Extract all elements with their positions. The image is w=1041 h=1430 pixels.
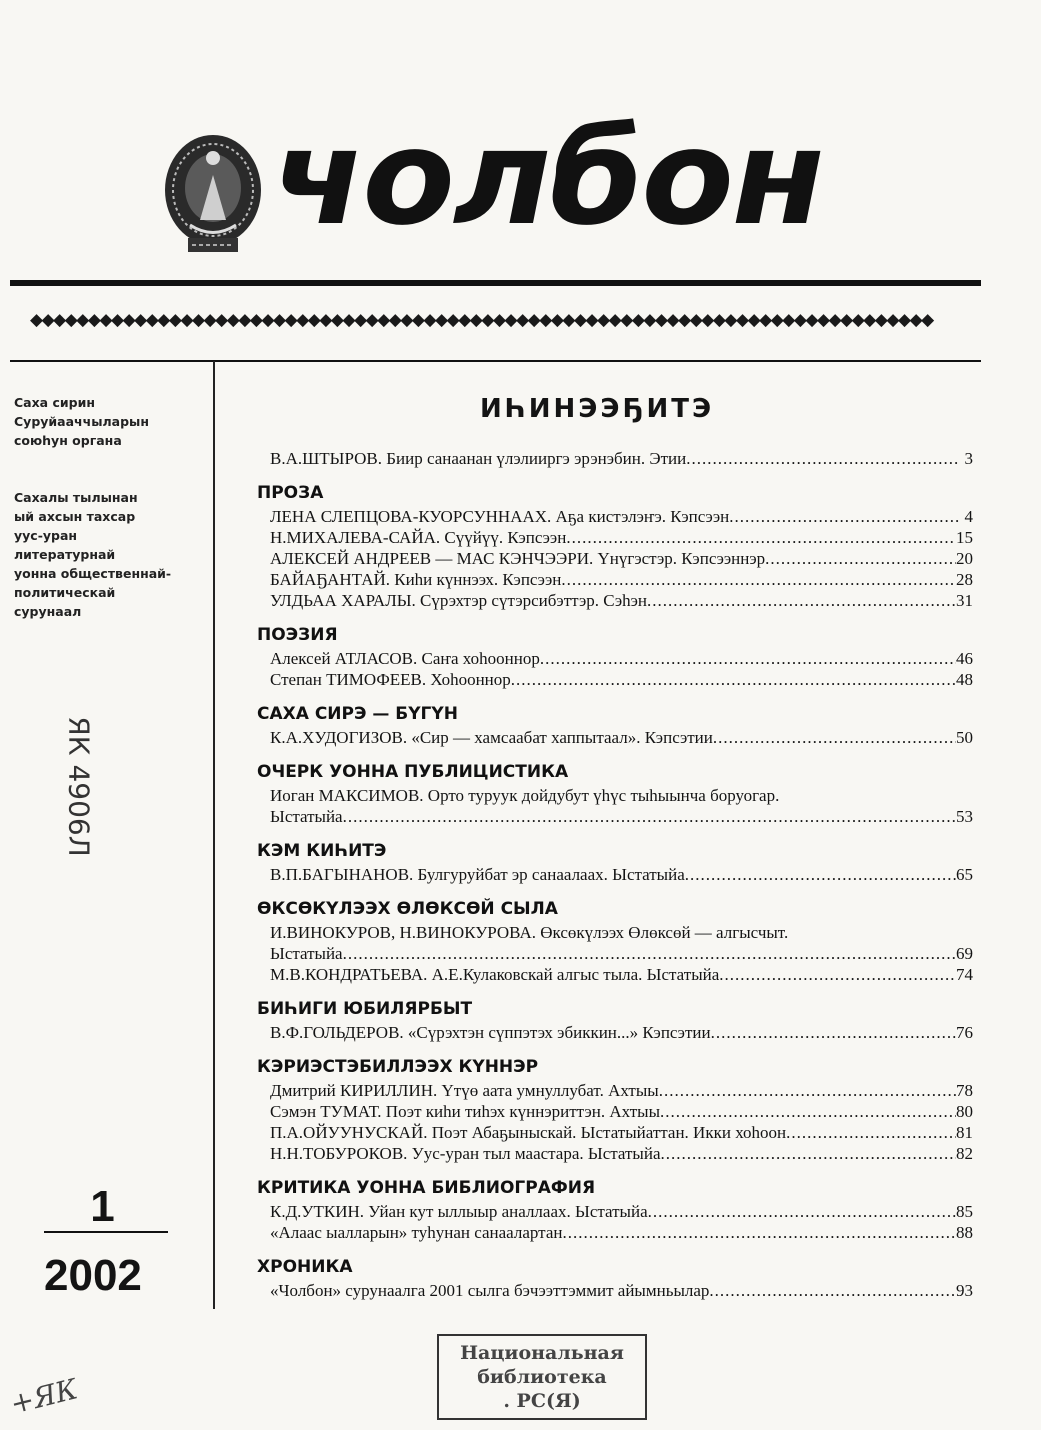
dot-leader	[786, 1122, 956, 1143]
section-title: ӨКСӨКҮЛЭЭХ ӨЛӨКСӨЙ СЫЛА	[257, 899, 558, 919]
section-title: ПРОЗА	[257, 483, 324, 503]
dot-leader	[343, 943, 956, 964]
side-line: Сахалы тылынан	[14, 490, 138, 505]
column-divider	[213, 361, 215, 1309]
dot-leader	[566, 527, 956, 548]
page-number: 69	[956, 944, 973, 963]
toc-entry	[270, 590, 973, 611]
stamp-line: библиотека	[477, 1366, 607, 1388]
masthead-rule	[10, 280, 981, 286]
side-line: уус-уран	[14, 528, 78, 543]
handwritten-call-number: ЯК 4906Л	[62, 716, 96, 857]
toc-entry	[270, 548, 973, 569]
page-number: 31	[956, 591, 973, 610]
toc-entry	[270, 569, 973, 590]
issue-rule	[44, 1231, 168, 1233]
page-number: 76	[956, 1023, 973, 1042]
dot-leader	[709, 1280, 956, 1301]
toc-entry	[270, 1222, 973, 1243]
toc-entry	[270, 448, 973, 469]
soviet-republic-emblem-icon	[160, 130, 266, 258]
page-number: 48	[956, 670, 973, 689]
section-title: КЭРИЭСТЭБИЛЛЭЭХ КҮННЭР	[257, 1057, 539, 1077]
dot-leader	[540, 648, 956, 669]
toc-entry	[270, 648, 973, 669]
section-title: КРИТИКА УОННА БИБЛИОГРАФИЯ	[257, 1178, 596, 1198]
side-line: союһун органа	[14, 433, 122, 448]
page-number: 3	[964, 449, 973, 468]
entry-text: Н.МИХАЛЕВА-САЙА. Сүүйүү. Кэпсээн	[270, 528, 567, 547]
publisher-organ-note	[14, 393, 209, 450]
dot-leader	[661, 1143, 957, 1164]
toc-entry	[270, 1022, 973, 1043]
page-number: 46	[956, 649, 973, 668]
dot-leader	[647, 590, 956, 611]
dot-leader	[561, 569, 956, 590]
entry-text-line: И.ВИНОКУРОВ, Н.ВИНОКУРОВА. Өксөкүлээх Өлөксөй — алгысчыт.	[270, 923, 789, 942]
entry-text: В.П.БАГЫНАНОВ. Булгуруйбат эр санаалаах. Ыстатыйа	[270, 865, 685, 884]
page-number: 53	[956, 807, 973, 826]
entry-text: Алексей АТЛАСОВ. Саҥа хоһооннор	[270, 649, 540, 668]
issue-number: 1	[90, 1182, 115, 1231]
entry-text: ЛЕНА СЛЕПЦОВА-КУОРСУННААХ. Аҕа кистэлэҥэ. Кэпсээн	[270, 507, 730, 526]
entry-text: БАЙАҔАНТАЙ. Киһи күннээх. Кэпсээн	[270, 570, 562, 589]
section-title: КЭМ КИҺИТЭ	[257, 841, 387, 861]
toc-entry	[270, 1280, 973, 1301]
library-stamp	[437, 1334, 647, 1420]
toc-entry	[270, 506, 973, 527]
side-line: сурунаал	[14, 604, 82, 619]
toc-entry	[270, 1101, 973, 1122]
page-number: 82	[956, 1144, 973, 1163]
section-title: ХРОНИКА	[257, 1257, 353, 1277]
page-number: 81	[956, 1123, 973, 1142]
page-number: 80	[956, 1102, 973, 1121]
entry-text: «Алаас ыалларын» туһунан санаалартан	[270, 1223, 563, 1242]
toc-entry	[270, 922, 973, 964]
journal-description	[14, 488, 209, 621]
page-number: 20	[956, 549, 973, 568]
dot-leader	[713, 727, 956, 748]
dot-leader	[562, 1222, 956, 1243]
entry-text: К.А.ХУДОГИЗОВ. «Сир — хамсаабат хаппытаал». Кэпсэтии	[270, 728, 713, 747]
page-number: 93	[956, 1281, 973, 1300]
stamp-line: . РС(Я)	[503, 1390, 581, 1412]
toc-entry	[270, 1201, 973, 1222]
entry-text: Дмитрий КИРИЛЛИН. Үтүө аата умнуллубат. Ахтыы	[270, 1081, 659, 1100]
side-line: литературнай	[14, 547, 116, 562]
toc-entry	[270, 527, 973, 548]
toc-entry	[270, 669, 973, 690]
entry-text: «Чолбон» сурунаалга 2001 сылга бэчээттэммит айымньылар	[270, 1281, 710, 1300]
dot-leader	[659, 1080, 956, 1101]
entry-text-line: Иоган МАКСИМОВ. Орто туруук дойдубут үһүс тыһыынча боруогар.	[270, 786, 780, 805]
issue-year: 2002	[44, 1251, 142, 1300]
entry-text: Ыстатыйа	[270, 807, 343, 826]
handwritten-corner-note: +ЯК	[7, 1372, 81, 1421]
section-title: БИҺИГИ ЮБИЛЯРБЫТ	[257, 999, 473, 1019]
section-title: САХА СИРЭ — БҮГҮН	[257, 704, 458, 724]
side-line: политическай	[14, 585, 116, 600]
side-line: Суруйааччыларын	[14, 414, 149, 429]
dot-leader	[343, 806, 956, 827]
diamond-ornament-row: ◆◆◆◆◆◆◆◆◆◆◆◆◆◆◆◆◆◆◆◆◆◆◆◆◆◆◆◆◆◆◆◆◆◆◆◆◆◆◆◆◆◆◆◆◆◆◆◆◆◆◆◆◆◆◆◆◆◆◆◆◆◆◆◆◆◆◆◆◆◆◆◆◆◆◆◆◆◆	[30, 310, 933, 330]
toc-entry	[270, 785, 973, 827]
entry-text: АЛЕКСЕЙ АНДРЕЕВ — МАС КЭНЧЭЭРИ. Үнүгэстэр. Кэпсээннэр	[270, 549, 766, 568]
page-number: 85	[956, 1202, 973, 1221]
page-number: 28	[956, 570, 973, 589]
page-number: 74	[956, 965, 973, 984]
side-line: Саха сирин	[14, 395, 95, 410]
entry-text: В.А.ШТЫРОВ. Биир санаанан үлэлииргэ эрэнэбин. Этии	[270, 449, 687, 468]
dot-leader	[685, 864, 956, 885]
contents-heading: ИҺИНЭЭҔИТЭ	[480, 394, 715, 424]
page-number: 88	[956, 1223, 973, 1242]
toc-entry	[270, 964, 973, 985]
toc-entry	[270, 727, 973, 748]
entry-text: М.В.КОНДРАТЬЕВА. А.Е.Кулаковскай алгыс тыла. Ыстатыйа	[270, 965, 720, 984]
section-title: ОЧЕРК УОННА ПУБЛИЦИСТИКА	[257, 762, 569, 782]
page-number: 4	[964, 507, 973, 526]
entry-text: Ыстатыйа	[270, 944, 343, 963]
entry-text: П.А.ОЙУУНУСКАЙ. Поэт Абаҕыныскай. Ыстатыйаттан. Икки хоһоон	[270, 1123, 787, 1142]
dot-leader	[765, 548, 956, 569]
toc-entry	[270, 1122, 973, 1143]
dot-leader	[511, 669, 956, 690]
stamp-line: Национальная	[460, 1342, 624, 1364]
toc-entry	[270, 1080, 973, 1101]
magazine-title: чолбон	[272, 101, 823, 255]
dot-leader	[711, 1022, 956, 1043]
entry-text: Сэмэн ТУМАТ. Поэт киһи тиһэх күннэриттэн. Ахтыы	[270, 1102, 661, 1121]
page-number: 50	[956, 728, 973, 747]
page-number: 15	[956, 528, 973, 547]
entry-text: Степан ТИМОФЕЕВ. Хоһооннор	[270, 670, 511, 689]
table-of-contents	[257, 446, 977, 1301]
side-line: уонна общественнай-	[14, 566, 172, 581]
side-line: ый ахсын тахсар	[14, 509, 136, 524]
page-number: 78	[956, 1081, 973, 1100]
entry-text: Н.Н.ТОБУРОКОВ. Уус-уран тыл маастара. Ыстатыйа	[270, 1144, 661, 1163]
dot-leader	[686, 448, 959, 469]
entry-text: В.Ф.ГОЛЬДЕРОВ. «Сүрэхтэн сүппэтэх эбиккин...» Кэпсэтии	[270, 1023, 711, 1042]
dot-leader	[648, 1201, 956, 1222]
dot-leader	[729, 506, 959, 527]
entry-text: К.Д.УТКИН. Уйан кут ыллыыр аналлаах. Ыстатыйа	[270, 1202, 648, 1221]
toc-entry	[270, 864, 973, 885]
page-number: 65	[956, 865, 973, 884]
section-rule	[10, 360, 981, 362]
entry-text: УЛДЬАА ХАРАЛЫ. Сүрэхтэр сүтэрсибэттэр. Сэһэн	[270, 591, 648, 610]
toc-entry	[270, 1143, 973, 1164]
dot-leader	[660, 1101, 956, 1122]
section-title: ПОЭЗИЯ	[257, 625, 338, 645]
dot-leader	[719, 964, 956, 985]
